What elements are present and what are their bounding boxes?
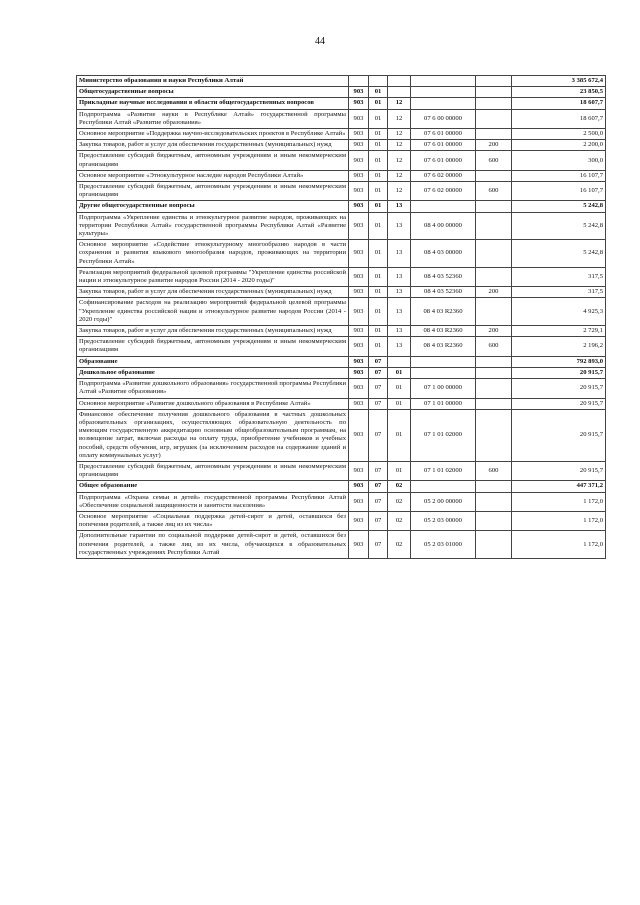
budget-table bbox=[76, 75, 606, 559]
table-row bbox=[77, 298, 606, 326]
row-expense-type-cell: 200 bbox=[476, 326, 512, 337]
row-expense-type-cell: 600 bbox=[476, 151, 512, 170]
row-target-article-cell: 08 4 03 00000 bbox=[411, 240, 476, 268]
row-target-article-cell: 08 4 03 R2360 bbox=[411, 326, 476, 337]
table-row bbox=[77, 367, 606, 378]
row-section-code-cell: 07 bbox=[369, 398, 388, 409]
table-row bbox=[77, 326, 606, 337]
row-amount-cell: 2 196,2 bbox=[512, 337, 606, 356]
row-subsection-code-cell: 13 bbox=[388, 240, 411, 268]
table-row bbox=[77, 109, 606, 128]
row-target-article-cell: 08 4 00 00000 bbox=[411, 212, 476, 240]
row-ministry-code-cell: 903 bbox=[349, 379, 369, 398]
row-amount-cell: 20 915,7 bbox=[512, 409, 606, 461]
row-subsection-code-cell: 12 bbox=[388, 151, 411, 170]
row-ministry-code-cell: 903 bbox=[349, 151, 369, 170]
row-amount-cell: 20 915,7 bbox=[512, 461, 606, 480]
row-section-code-cell: 01 bbox=[369, 98, 388, 109]
row-section-code-cell: 01 bbox=[369, 298, 388, 326]
row-expense-type-cell bbox=[476, 87, 512, 98]
row-amount-cell: 23 850,5 bbox=[512, 87, 606, 98]
row-amount-cell: 1 172,0 bbox=[512, 511, 606, 530]
row-name-cell: Основное мероприятие «Этнокультурное наследие народов Республики Алтай» bbox=[77, 170, 349, 181]
row-amount-cell: 792 893,0 bbox=[512, 356, 606, 367]
table-row bbox=[77, 531, 606, 559]
row-subsection-code-cell: 02 bbox=[388, 481, 411, 492]
row-name-cell: Закупка товаров, работ и услуг для обеспечения государственных (муниципальных) нужд bbox=[77, 287, 349, 298]
row-section-code-cell: 07 bbox=[369, 367, 388, 378]
row-subsection-code-cell bbox=[388, 76, 411, 87]
row-expense-type-cell bbox=[476, 76, 512, 87]
table-row bbox=[77, 267, 606, 286]
table-row bbox=[77, 379, 606, 398]
row-name-cell: Образование bbox=[77, 356, 349, 367]
row-ministry-code-cell: 903 bbox=[349, 240, 369, 268]
table-row bbox=[77, 140, 606, 151]
table-row bbox=[77, 170, 606, 181]
row-ministry-code-cell: 903 bbox=[349, 481, 369, 492]
row-ministry-code-cell: 903 bbox=[349, 337, 369, 356]
row-section-code-cell: 01 bbox=[369, 109, 388, 128]
row-ministry-code-cell: 903 bbox=[349, 98, 369, 109]
table-row bbox=[77, 151, 606, 170]
row-subsection-code-cell: 12 bbox=[388, 140, 411, 151]
row-target-article-cell: 07 1 01 02000 bbox=[411, 409, 476, 461]
row-section-code-cell: 01 bbox=[369, 267, 388, 286]
row-amount-cell: 18 607,7 bbox=[512, 98, 606, 109]
row-ministry-code-cell: 903 bbox=[349, 492, 369, 511]
table-row bbox=[77, 87, 606, 98]
row-expense-type-cell bbox=[476, 481, 512, 492]
row-subsection-code-cell: 01 bbox=[388, 379, 411, 398]
row-name-cell: Подпрограмма «Охрана семьи и детей» государственной программы Республики Алтай «Обеспечение социальной защищенности и занятости населения» bbox=[77, 492, 349, 511]
row-amount-cell: 5 242,8 bbox=[512, 212, 606, 240]
row-ministry-code-cell: 903 bbox=[349, 511, 369, 530]
table-row bbox=[77, 212, 606, 240]
row-expense-type-cell bbox=[476, 170, 512, 181]
table-row bbox=[77, 461, 606, 480]
row-section-code-cell: 07 bbox=[369, 461, 388, 480]
row-ministry-code-cell: 903 bbox=[349, 326, 369, 337]
row-section-code-cell: 01 bbox=[369, 287, 388, 298]
row-amount-cell: 20 915,7 bbox=[512, 398, 606, 409]
row-section-code-cell: 01 bbox=[369, 140, 388, 151]
table-row bbox=[77, 76, 606, 87]
row-expense-type-cell bbox=[476, 109, 512, 128]
row-ministry-code-cell: 903 bbox=[349, 287, 369, 298]
row-amount-cell: 5 242,8 bbox=[512, 240, 606, 268]
row-expense-type-cell: 200 bbox=[476, 140, 512, 151]
row-name-cell: Общее образование bbox=[77, 481, 349, 492]
row-subsection-code-cell: 13 bbox=[388, 326, 411, 337]
row-name-cell: Подпрограмма «Развитие дошкольного образования» государственной программы Республики Алтай «Развитие образования» bbox=[77, 379, 349, 398]
row-amount-cell: 16 107,7 bbox=[512, 170, 606, 181]
table-row bbox=[77, 511, 606, 530]
row-name-cell: Подпрограмма «Развитие науки в Республике Алтай» государственной программы Республики Алтай «Развитие образования» bbox=[77, 109, 349, 128]
row-target-article-cell: 07 6 01 00000 bbox=[411, 140, 476, 151]
row-ministry-code-cell: 903 bbox=[349, 170, 369, 181]
row-target-article-cell bbox=[411, 481, 476, 492]
row-target-article-cell: 07 1 01 02000 bbox=[411, 461, 476, 480]
row-subsection-code-cell: 12 bbox=[388, 182, 411, 201]
row-subsection-code-cell: 12 bbox=[388, 109, 411, 128]
row-subsection-code-cell: 01 bbox=[388, 398, 411, 409]
row-amount-cell: 20 915,7 bbox=[512, 367, 606, 378]
table-row bbox=[77, 481, 606, 492]
row-ministry-code-cell: 903 bbox=[349, 201, 369, 212]
row-target-article-cell bbox=[411, 356, 476, 367]
row-name-cell: Дополнительные гарантии по социальной поддержке детей-сирот и детей, оставшихся без попечения родителей, а также лиц из их числа, обучающихся в образовательных государственных учреждениях Республики Алтай bbox=[77, 531, 349, 559]
row-amount-cell: 447 371,2 bbox=[512, 481, 606, 492]
row-name-cell: Финансовое обеспечение получения дошкольного образования в частных дошкольных образовательных организациях, осуществляющих образовательную деятельность по имеющим государственную аккредитацию основным общеобразовательным программам, на возмещение затрат, включая расходы на оплату труда, приобретение учебников и учебных пособий, средств обучения, игр, игрушек (за исключением расходов на содержание зданий и оплату коммунальных услуг) bbox=[77, 409, 349, 461]
row-expense-type-cell bbox=[476, 240, 512, 268]
row-ministry-code-cell: 903 bbox=[349, 298, 369, 326]
row-name-cell: Софинансирование расходов на реализацию мероприятий федеральной целевой программы "Укрепление единства российской нации и этнокультурное развитие народов России (2014 - 2020 годы)" bbox=[77, 298, 349, 326]
row-section-code-cell: 01 bbox=[369, 87, 388, 98]
row-section-code-cell: 07 bbox=[369, 379, 388, 398]
row-name-cell: Основное мероприятие «Поддержка научно-исследовательских проектов в Республике Алтай» bbox=[77, 129, 349, 140]
row-amount-cell: 2 729,1 bbox=[512, 326, 606, 337]
row-amount-cell: 2 500,0 bbox=[512, 129, 606, 140]
row-expense-type-cell bbox=[476, 409, 512, 461]
row-expense-type-cell bbox=[476, 367, 512, 378]
row-subsection-code-cell: 12 bbox=[388, 98, 411, 109]
row-section-code-cell: 01 bbox=[369, 151, 388, 170]
row-target-article-cell: 05 2 00 00000 bbox=[411, 492, 476, 511]
row-amount-cell: 3 385 672,4 bbox=[512, 76, 606, 87]
row-target-article-cell bbox=[411, 87, 476, 98]
row-expense-type-cell bbox=[476, 511, 512, 530]
row-name-cell: Общегосударственные вопросы bbox=[77, 87, 349, 98]
row-target-article-cell bbox=[411, 98, 476, 109]
row-expense-type-cell bbox=[476, 298, 512, 326]
table-row bbox=[77, 398, 606, 409]
row-expense-type-cell: 600 bbox=[476, 337, 512, 356]
row-name-cell: Закупка товаров, работ и услуг для обеспечения государственных (муниципальных) нужд bbox=[77, 326, 349, 337]
row-name-cell: Подпрограмма «Укрепление единства и этнокультурное развитие народов, проживающих на территории Республики Алтай» государственной программы Республики Алтай «Развитие культуры» bbox=[77, 212, 349, 240]
row-subsection-code-cell: 13 bbox=[388, 337, 411, 356]
table-row bbox=[77, 409, 606, 461]
row-target-article-cell: 05 2 03 01000 bbox=[411, 531, 476, 559]
row-ministry-code-cell: 903 bbox=[349, 212, 369, 240]
row-expense-type-cell bbox=[476, 98, 512, 109]
row-target-article-cell: 07 1 00 00000 bbox=[411, 379, 476, 398]
row-section-code-cell: 07 bbox=[369, 481, 388, 492]
row-expense-type-cell bbox=[476, 492, 512, 511]
page-number: 44 bbox=[315, 36, 325, 47]
row-amount-cell: 4 925,3 bbox=[512, 298, 606, 326]
row-name-cell: Прикладные научные исследования в области общегосударственных вопросов bbox=[77, 98, 349, 109]
row-section-code-cell: 01 bbox=[369, 129, 388, 140]
row-ministry-code-cell: 903 bbox=[349, 267, 369, 286]
row-ministry-code-cell: 903 bbox=[349, 87, 369, 98]
row-expense-type-cell bbox=[476, 356, 512, 367]
table-row bbox=[77, 356, 606, 367]
row-expense-type-cell bbox=[476, 212, 512, 240]
row-name-cell: Основное мероприятие «Развитие дошкольного образования в Республике Алтай» bbox=[77, 398, 349, 409]
row-target-article-cell: 07 1 01 00000 bbox=[411, 398, 476, 409]
row-target-article-cell: 07 6 00 00000 bbox=[411, 109, 476, 128]
table-row bbox=[77, 240, 606, 268]
row-amount-cell: 1 172,0 bbox=[512, 492, 606, 511]
row-target-article-cell bbox=[411, 201, 476, 212]
row-ministry-code-cell: 903 bbox=[349, 182, 369, 201]
row-name-cell: Министерство образования и науки Республики Алтай bbox=[77, 76, 349, 87]
row-amount-cell: 1 172,0 bbox=[512, 531, 606, 559]
row-subsection-code-cell: 13 bbox=[388, 201, 411, 212]
row-section-code-cell: 07 bbox=[369, 531, 388, 559]
row-section-code-cell: 01 bbox=[369, 182, 388, 201]
row-ministry-code-cell: 903 bbox=[349, 531, 369, 559]
row-section-code-cell: 01 bbox=[369, 337, 388, 356]
row-section-code-cell: 01 bbox=[369, 326, 388, 337]
row-ministry-code-cell bbox=[349, 76, 369, 87]
table-row bbox=[77, 98, 606, 109]
row-expense-type-cell: 200 bbox=[476, 287, 512, 298]
row-name-cell: Закупка товаров, работ и услуг для обеспечения государственных (муниципальных) нужд bbox=[77, 140, 349, 151]
row-subsection-code-cell: 12 bbox=[388, 170, 411, 181]
row-name-cell: Реализация мероприятий федеральной целевой программы "Укрепление единства российской нации и этнокультурное развитие народов России (2014 - 2020 годы)" bbox=[77, 267, 349, 286]
row-amount-cell: 20 915,7 bbox=[512, 379, 606, 398]
row-target-article-cell: 07 6 02 00000 bbox=[411, 182, 476, 201]
budget-table-body bbox=[77, 76, 606, 559]
row-target-article-cell: 07 6 01 00000 bbox=[411, 129, 476, 140]
row-subsection-code-cell: 13 bbox=[388, 267, 411, 286]
row-name-cell: Предоставление субсидий бюджетным, автономным учреждениям и иным некоммерческим организациям bbox=[77, 337, 349, 356]
table-row bbox=[77, 337, 606, 356]
row-target-article-cell bbox=[411, 367, 476, 378]
row-expense-type-cell bbox=[476, 129, 512, 140]
row-amount-cell: 2 200,0 bbox=[512, 140, 606, 151]
row-ministry-code-cell: 903 bbox=[349, 356, 369, 367]
row-amount-cell: 16 107,7 bbox=[512, 182, 606, 201]
row-name-cell: Предоставление субсидий бюджетным, автономным учреждениям и иным некоммерческим организациям bbox=[77, 182, 349, 201]
row-target-article-cell: 07 6 01 00000 bbox=[411, 151, 476, 170]
table-row bbox=[77, 492, 606, 511]
table-row bbox=[77, 129, 606, 140]
table-row bbox=[77, 201, 606, 212]
row-subsection-code-cell: 13 bbox=[388, 287, 411, 298]
row-section-code-cell: 07 bbox=[369, 356, 388, 367]
row-expense-type-cell bbox=[476, 398, 512, 409]
row-section-code-cell: 01 bbox=[369, 240, 388, 268]
row-name-cell: Предоставление субсидий бюджетным, автономным учреждениям и иным некоммерческим организациям bbox=[77, 461, 349, 480]
row-subsection-code-cell: 01 bbox=[388, 461, 411, 480]
row-target-article-cell: 08 4 03 52360 bbox=[411, 267, 476, 286]
row-expense-type-cell: 600 bbox=[476, 182, 512, 201]
row-section-code-cell: 07 bbox=[369, 409, 388, 461]
row-section-code-cell: 07 bbox=[369, 492, 388, 511]
row-subsection-code-cell: 02 bbox=[388, 511, 411, 530]
row-subsection-code-cell: 02 bbox=[388, 492, 411, 511]
row-target-article-cell: 07 6 02 00000 bbox=[411, 170, 476, 181]
row-ministry-code-cell: 903 bbox=[349, 367, 369, 378]
row-name-cell: Основное мероприятие «Социальная поддержка детей-сирот и детей, оставшихся без попечения родителей, а также лиц из их числа» bbox=[77, 511, 349, 530]
row-section-code-cell: 01 bbox=[369, 201, 388, 212]
row-section-code-cell bbox=[369, 76, 388, 87]
row-amount-cell: 317,5 bbox=[512, 287, 606, 298]
row-amount-cell: 300,0 bbox=[512, 151, 606, 170]
row-subsection-code-cell bbox=[388, 356, 411, 367]
row-subsection-code-cell bbox=[388, 87, 411, 98]
row-subsection-code-cell: 13 bbox=[388, 298, 411, 326]
row-expense-type-cell: 600 bbox=[476, 461, 512, 480]
row-section-code-cell: 07 bbox=[369, 511, 388, 530]
row-name-cell: Предоставление субсидий бюджетным, автономным учреждениям и иным некоммерческим организациям bbox=[77, 151, 349, 170]
row-section-code-cell: 01 bbox=[369, 170, 388, 181]
row-ministry-code-cell: 903 bbox=[349, 409, 369, 461]
row-name-cell: Дошкольное образование bbox=[77, 367, 349, 378]
row-subsection-code-cell: 01 bbox=[388, 409, 411, 461]
row-ministry-code-cell: 903 bbox=[349, 129, 369, 140]
row-expense-type-cell bbox=[476, 267, 512, 286]
row-target-article-cell: 08 4 03 52360 bbox=[411, 287, 476, 298]
row-section-code-cell: 01 bbox=[369, 212, 388, 240]
table-row bbox=[77, 287, 606, 298]
row-expense-type-cell bbox=[476, 531, 512, 559]
row-target-article-cell bbox=[411, 76, 476, 87]
row-amount-cell: 18 607,7 bbox=[512, 109, 606, 128]
row-target-article-cell: 05 2 03 00000 bbox=[411, 511, 476, 530]
row-name-cell: Основное мероприятие «Содействие этнокультурному многообразию народов в части сохранения и развития языкового многообразия народов, проживающих на территории Республики Алтай» bbox=[77, 240, 349, 268]
row-ministry-code-cell: 903 bbox=[349, 109, 369, 128]
row-amount-cell: 5 242,8 bbox=[512, 201, 606, 212]
row-subsection-code-cell: 13 bbox=[388, 212, 411, 240]
row-amount-cell: 317,5 bbox=[512, 267, 606, 286]
row-name-cell: Другие общегосударственные вопросы bbox=[77, 201, 349, 212]
row-subsection-code-cell: 02 bbox=[388, 531, 411, 559]
row-subsection-code-cell: 01 bbox=[388, 367, 411, 378]
row-ministry-code-cell: 903 bbox=[349, 398, 369, 409]
row-target-article-cell: 08 4 03 R2360 bbox=[411, 298, 476, 326]
row-ministry-code-cell: 903 bbox=[349, 461, 369, 480]
row-expense-type-cell bbox=[476, 379, 512, 398]
row-ministry-code-cell: 903 bbox=[349, 140, 369, 151]
row-subsection-code-cell: 12 bbox=[388, 129, 411, 140]
row-expense-type-cell bbox=[476, 201, 512, 212]
row-target-article-cell: 08 4 03 R2360 bbox=[411, 337, 476, 356]
table-row bbox=[77, 182, 606, 201]
